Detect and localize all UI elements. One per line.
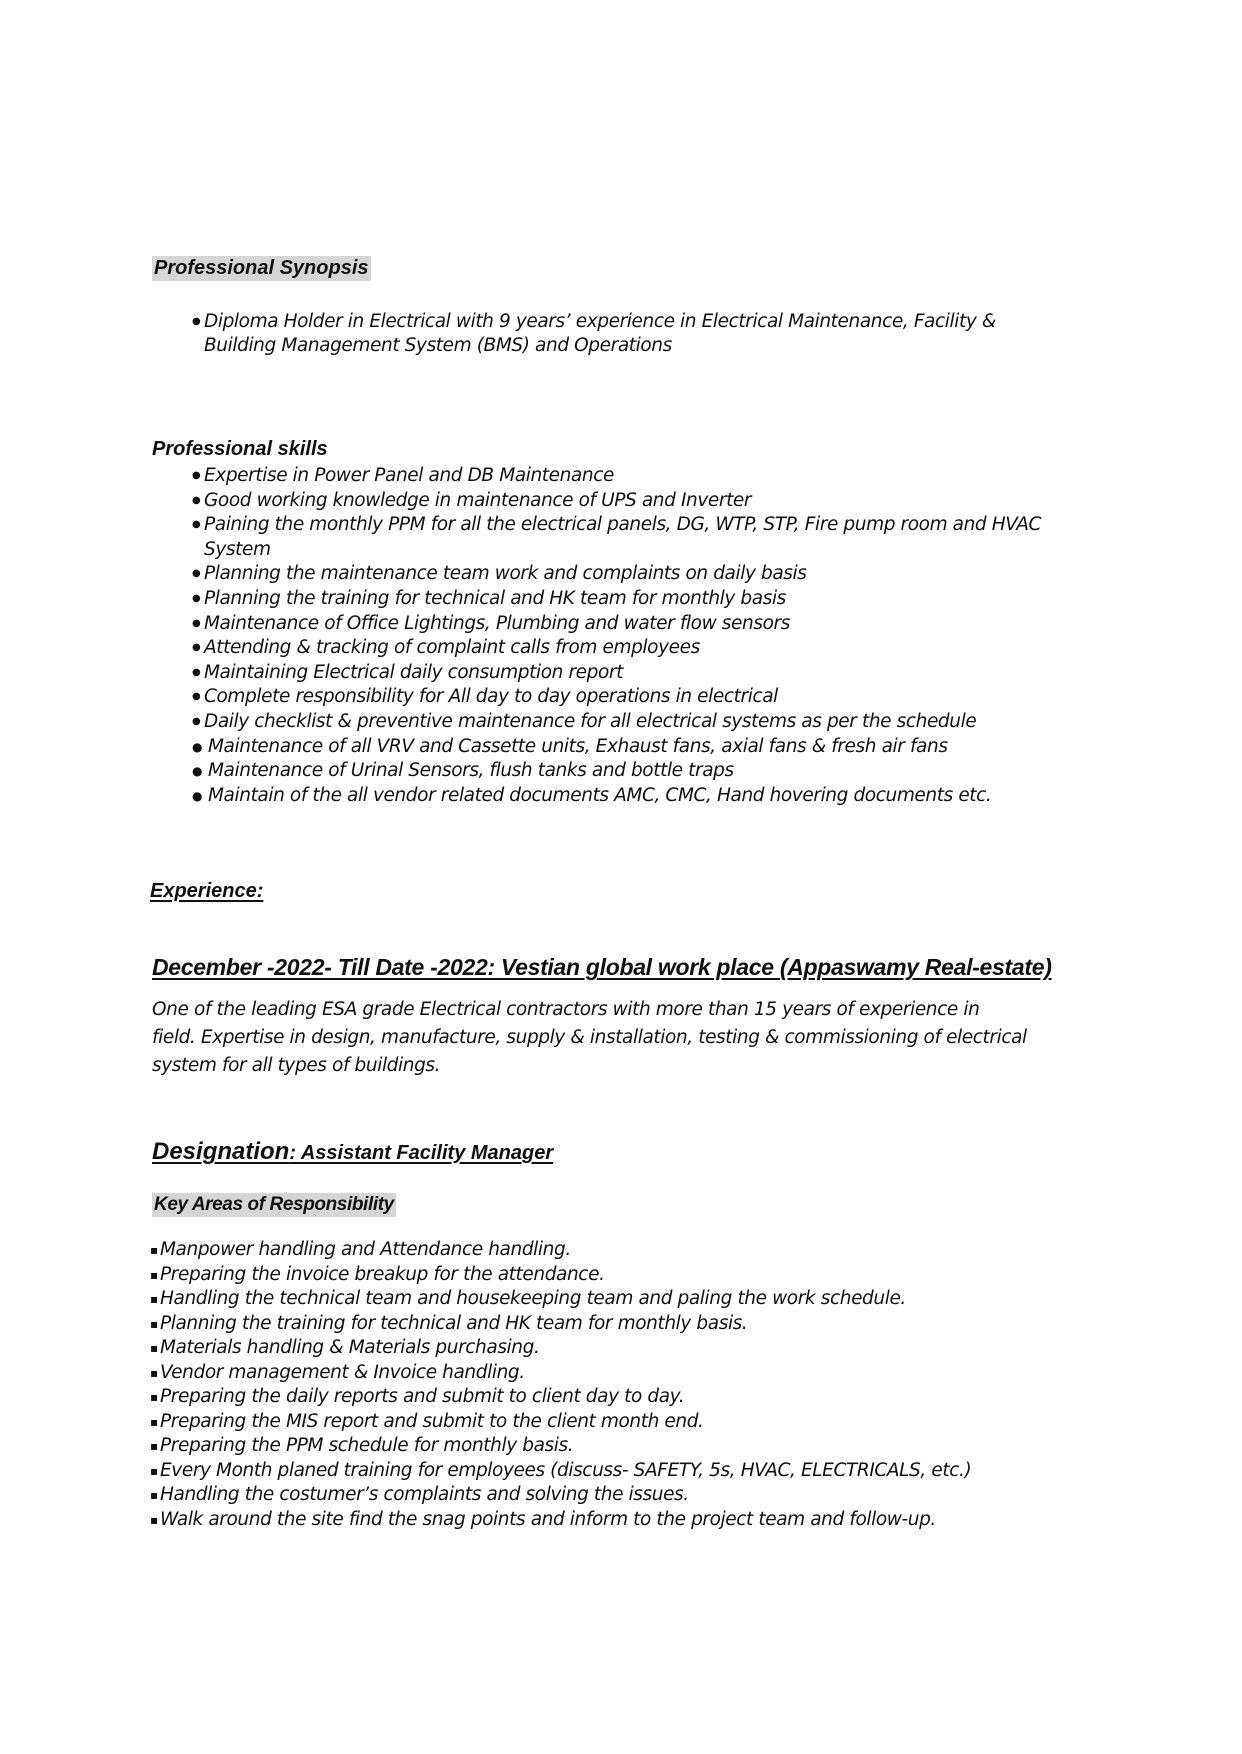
- skill-item-text: Complete responsibility for All day to day operations in electrical: [204, 686, 778, 708]
- skills-heading: Professional skills: [152, 438, 328, 460]
- skill-item-text: Good working knowledge in maintenance of UPS and Inverter: [204, 489, 752, 511]
- skills-list: [192, 464, 1041, 808]
- skill-item: [192, 464, 1041, 489]
- responsibility-text: Preparing the PPM schedule for monthly basis.: [160, 1435, 574, 1456]
- bullet-icon: ●: [192, 470, 201, 481]
- square-bullet-icon: ▪: [150, 1341, 158, 1355]
- bullet-icon: ●: [192, 715, 201, 727]
- responsibilities-heading: Key Areas of Responsibility: [154, 1194, 394, 1215]
- bullet-icon: ●: [192, 592, 201, 604]
- bullet-icon: ●: [192, 494, 201, 506]
- responsibility-text: Planning the training for technical and HK team for monthly basis.: [160, 1312, 748, 1334]
- responsibility-text: Every Month planed training for employees (discuss- SAFETY, 5s, HVAC, ELECTRICALS, etc.): [160, 1459, 972, 1481]
- skill-item: [192, 513, 1041, 562]
- responsibility-item: [150, 1361, 971, 1386]
- responsibility-text: Preparing the daily reports and submit to client day to day.: [160, 1386, 685, 1407]
- skill-item: [192, 489, 1041, 514]
- square-bullet-icon: ▪: [150, 1439, 158, 1453]
- synopsis-list: [192, 310, 996, 358]
- square-bullet-icon: ▪: [150, 1512, 158, 1527]
- responsibilities-list: [150, 1238, 971, 1532]
- skill-item: [192, 587, 1041, 612]
- skill-item-text: Maintenance of Office Lightings, Plumbing and water flow sensors: [204, 612, 790, 634]
- square-bullet-icon: ▪: [150, 1292, 158, 1306]
- responsibility-text: Materials handling & Materials purchasing.: [160, 1337, 540, 1358]
- skill-item-text: Maintain of the all vendor related documents AMC, CMC, Hand hovering documents etc.: [208, 784, 992, 806]
- responsibility-item: [150, 1410, 971, 1435]
- square-bullet-icon: ▪: [150, 1267, 158, 1282]
- responsibility-item: [150, 1385, 971, 1410]
- bullet-icon: ●: [192, 519, 201, 531]
- square-bullet-icon: ▪: [150, 1463, 158, 1478]
- bullet-icon: ●: [192, 316, 201, 327]
- synopsis-item: [192, 310, 996, 358]
- responsibility-item: [150, 1483, 971, 1508]
- square-bullet-icon: ▪: [150, 1414, 158, 1429]
- square-bullet-icon: ▪: [150, 1390, 158, 1404]
- designation-value: : Assistant Facility Manager: [289, 1142, 554, 1164]
- skill-item: [192, 661, 1041, 686]
- skill-item-text: System: [204, 538, 271, 560]
- responsibility-text: Preparing the invoice breakup for the attendance.: [160, 1263, 605, 1285]
- bullet-icon: ●: [192, 642, 201, 654]
- skill-item: [192, 685, 1041, 710]
- responsibility-text: Handling the technical team and housekeeping team and paling the work schedule.: [160, 1288, 906, 1309]
- synopsis-item-text: Building Management System (BMS) and Operations: [204, 335, 672, 356]
- square-bullet-icon: ▪: [150, 1316, 158, 1331]
- skill-item: [192, 612, 1041, 637]
- responsibility-text: Preparing the MIS report and submit to the client month end.: [160, 1410, 704, 1432]
- responsibility-item: [150, 1434, 971, 1459]
- skill-item: [192, 710, 1041, 735]
- square-bullet-icon: ▪: [150, 1243, 158, 1257]
- responsibility-item: [150, 1263, 971, 1288]
- bullet-icon: ●: [192, 739, 203, 754]
- description-line: system for all types of buildings.: [152, 1055, 441, 1076]
- skill-item: [192, 759, 1041, 784]
- designation: [152, 1138, 553, 1166]
- bullet-icon: ●: [192, 666, 201, 678]
- skill-item: [192, 735, 1041, 760]
- square-bullet-icon: ▪: [150, 1365, 158, 1380]
- job-title-line: December -2022- Till Date -2022: Vestian global work place (Appaswamy Real-estate): [152, 954, 1052, 980]
- responsibility-item: [150, 1508, 971, 1533]
- responsibility-text: Handling the costumer’s complaints and solving the issues.: [160, 1484, 689, 1505]
- responsibility-item: [150, 1336, 971, 1361]
- synopsis-item-text: Diploma Holder in Electrical with 9 years’ experience in Electrical Maintenance, Facility &: [204, 311, 996, 332]
- responsibility-item: [150, 1287, 971, 1312]
- bullet-icon: ●: [192, 788, 203, 803]
- experience-heading: Experience:: [150, 880, 264, 902]
- skill-item-text: Maintenance of all VRV and Cassette units, Exhaust fans, axial fans & fresh air fans: [208, 735, 948, 757]
- bullet-icon: ●: [192, 764, 203, 779]
- responsibility-text: Vendor management & Invoice handling.: [160, 1361, 525, 1383]
- skill-item-text: Daily checklist & preventive maintenance for all electrical systems as per the schedule: [204, 710, 977, 732]
- bullet-icon: ●: [192, 617, 201, 629]
- skill-item-text: Maintaining Electrical daily consumption report: [204, 661, 623, 683]
- skill-item: [192, 562, 1041, 587]
- responsibility-text: Manpower handling and Attendance handling.: [160, 1239, 571, 1260]
- skill-item: [192, 784, 1041, 809]
- designation-label: Designation: [152, 1138, 290, 1165]
- responsibility-item: [150, 1312, 971, 1337]
- description-line: One of the leading ESA grade Electrical contractors with more than 15 years of experience in: [152, 999, 980, 1020]
- responsibility-item: [150, 1459, 971, 1484]
- skill-item-text: Expertise in Power Panel and DB Maintenance: [204, 465, 614, 486]
- bullet-icon: ●: [192, 691, 201, 703]
- description-line: field. Expertise in design, manufacture, supply & installation, testing & commissioning of electrical: [152, 1027, 1027, 1048]
- bullet-icon: ●: [192, 568, 201, 580]
- skill-item-text: Maintenance of Urinal Sensors, flush tanks and bottle traps: [208, 760, 734, 782]
- responsibility-item: [150, 1238, 971, 1263]
- skill-item-text: Planning the training for technical and HK team for monthly basis: [204, 587, 786, 609]
- skill-item: [192, 636, 1041, 661]
- square-bullet-icon: ▪: [150, 1488, 158, 1502]
- responsibility-text: Walk around the site find the snag points and inform to the project team and follow-up.: [160, 1508, 936, 1530]
- company-description: [152, 996, 1027, 1080]
- synopsis-heading: Professional Synopsis: [154, 257, 369, 279]
- skill-item-text: Planning the maintenance team work and complaints on daily basis: [204, 563, 807, 585]
- skill-item-text: Attending & tracking of complaint calls from employees: [204, 637, 700, 659]
- skill-item-text: Paining the monthly PPM for all the electrical panels, DG, WTP, STP, Fire pump room and HVAC: [204, 514, 1042, 536]
